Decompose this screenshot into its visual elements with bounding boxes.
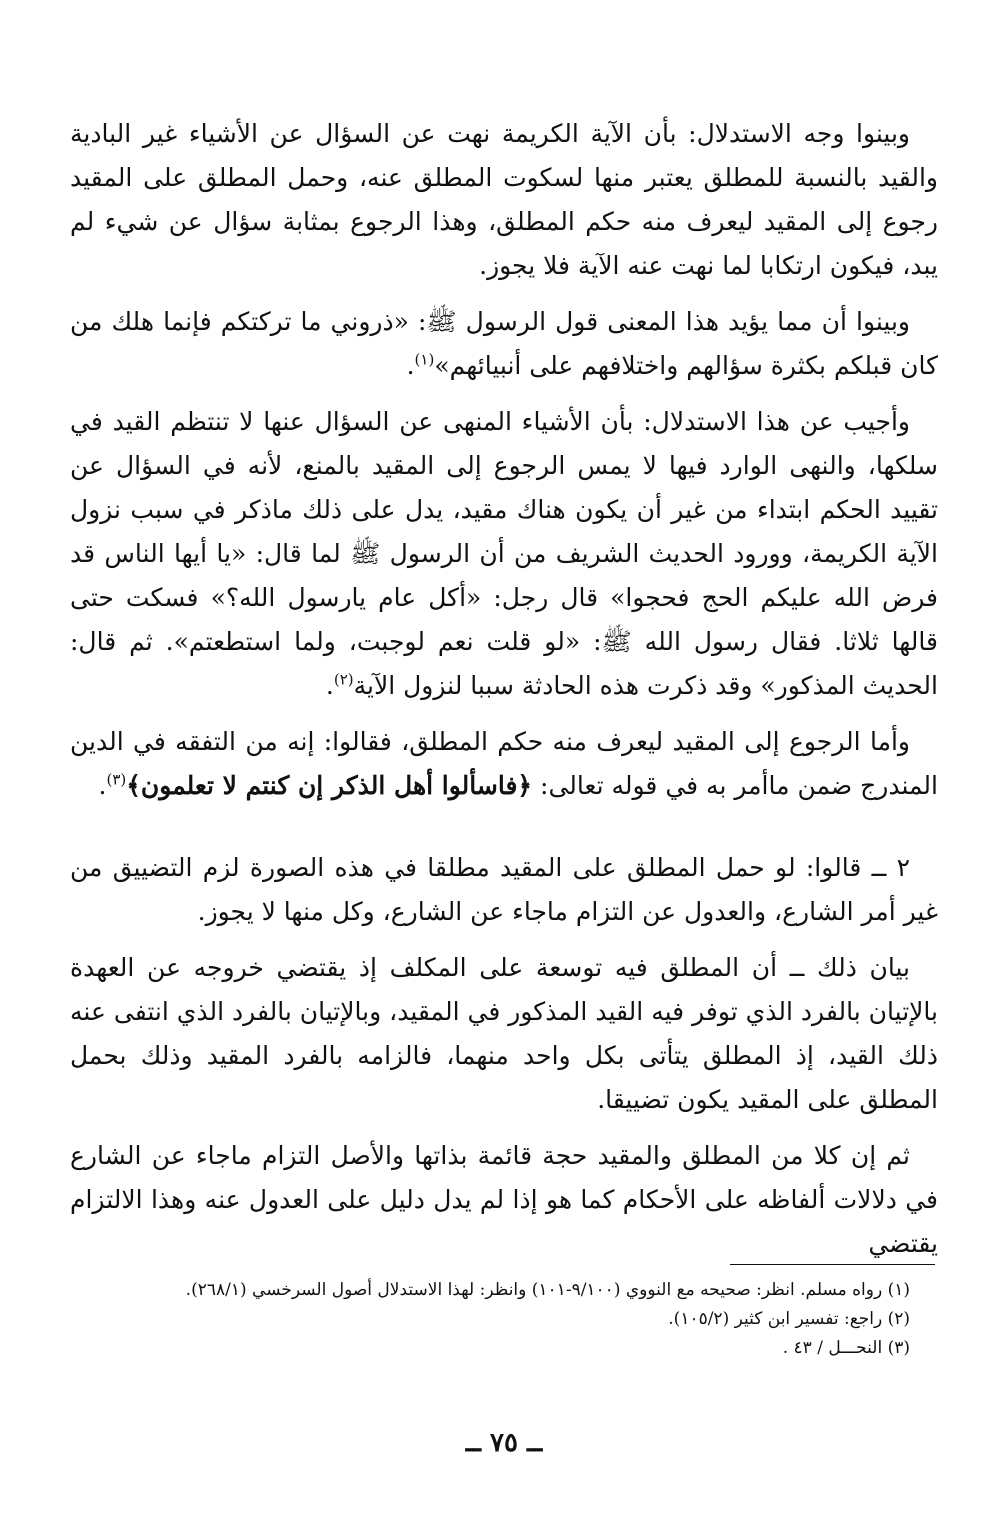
footnote-ref-2: (٢)	[333, 670, 354, 689]
paragraph-4-text: وأما الرجوع إلى المقيد ليعرف منه حكم المطلق، فقالوا: إنه من التفقه في الدين المندرج ضمن ماأمر به في قوله تعالى:	[70, 727, 938, 800]
paragraph-5-text: ٢ ــ قالوا: لو حمل المطلق على المقيد مطلقا في هذه الصورة لزم التضييق من غير أمر الشارع، والعدول عن التزام ماجاء عن الشارع، وكل منها لا يجوز.	[70, 853, 938, 926]
paragraph-1-text: وبينوا وجه الاستدلال: بأن الآية الكريمة نهت عن السؤال عن الأشياء غير البادية والقيد بالنسبة للمطلق يعتبر منها لسكوت المطلق عنه، وحمل المطلق على المقيد رجوع إلى المقيد ليعرف منه حكم المطلق، وهذا الرجوع بمثابة سؤال عن شيء لم يبد، فيكون ارتكابا لما نهت عنه الآية فلا يجوز.	[70, 119, 938, 280]
footnote-ref-1: (١)	[414, 350, 435, 369]
paragraph-5	[70, 846, 938, 934]
paragraph-3-text: وأجيب عن هذا الاستدلال: بأن الأشياء المنهى عن السؤال عنها لا تنتظم القيد في سلكها، والنهى الوارد فيها لا يمس الرجوع إلى المقيد بالمنع، لأنه في السؤال عن تقييد الحكم ابتداء من غير أن يكون هناك مقيد، يدل على ذلك ماذكر في سبب نزول الآية الكريمة، وورود الحديث الشريف من أن الرسول ﷺ لما قال: «يا أيها الناس قد فرض الله عليكم الحج فحجوا» قال رجل: «أكل عام يارسول الله؟» فسكت حتى قالها ثلاثا. فقال رسول الله ﷺ: «لو قلت نعم لوجبت، ولما استطعتم». ثم قال: الحديث المذكور» وقد ذكرت هذه الحادثة سببا لنزول الآية	[70, 407, 938, 700]
footnote-1: (١) رواه مسلم. انظر: صحيحه مع النووي (٩/١٠٠-١٠١) وانظر: لهذا الاستدلال أصول السرخسي (٢٦٨/١).	[185, 1280, 910, 1300]
footnote-divider	[730, 1264, 935, 1265]
body-text	[70, 112, 938, 1278]
footnote-ref-3: (٣)	[106, 770, 127, 789]
paragraph-4-tail: .	[98, 771, 107, 800]
paragraph-6	[70, 946, 938, 1122]
paragraph-3	[70, 400, 938, 708]
quran-quote: ﴿فاسألوا أهل الذكر إن كنتم لا تعلمون﴾	[126, 771, 533, 800]
footnote-3: (٣) النحـــل / ٤٣ .	[782, 1338, 910, 1358]
paragraph-4	[70, 720, 938, 808]
paragraph-1	[70, 112, 938, 288]
footnotes	[70, 1276, 910, 1363]
paragraph-7-text: ثم إن كلا من المطلق والمقيد حجة قائمة بذاتها والأصل التزام ماجاء عن الشارع في دلالات ألفاظه على الأحكام كما هو إذا لم يدل دليل على العدول عنه وهذا الالتزام يقتضي	[70, 1141, 938, 1258]
page-number: ــ ٧٥ ــ	[465, 1428, 543, 1458]
footnote-2: (٢) راجع: تفسير ابن كثير (١٠٥/٢).	[668, 1309, 910, 1329]
paragraph-7	[70, 1134, 938, 1266]
paragraph-2-text: وبينوا أن مما يؤيد هذا المعنى قول الرسول ﷺ: «ذروني ما تركتكم فإنما هلك من كان قبلكم بكثرة سؤالهم واختلافهم على أنبيائهم»	[70, 307, 938, 380]
paragraph-2	[70, 300, 938, 388]
paragraph-3-tail: .	[325, 671, 334, 700]
paragraph-2-tail: .	[406, 351, 415, 380]
paragraph-6-text: بيان ذلك ــ أن المطلق فيه توسعة على المكلف إذ يقتضي خروجه عن العهدة بالإتيان بالفرد الذي توفر فيه القيد المذكور في المقيد، وبالإتيان بالفرد الذي انتفى عنه ذلك القيد، إذ المطلق يتأتى بكل واحد منهما، فالزامه بالفرد المقيد وذلك بحمل المطلق على المقيد يكون تضييقا.	[70, 953, 938, 1114]
